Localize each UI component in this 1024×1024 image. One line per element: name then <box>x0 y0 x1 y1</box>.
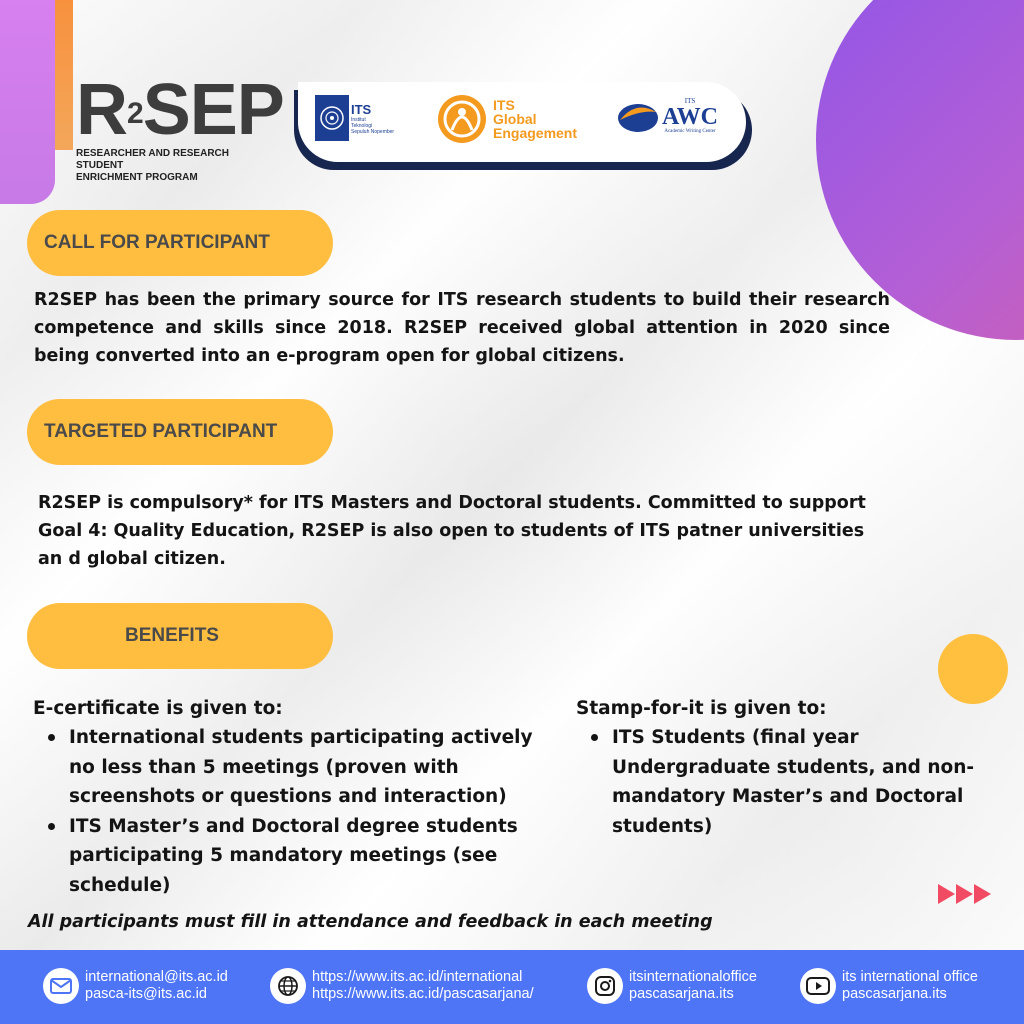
decorative-purple-bar <box>0 0 55 204</box>
footer-instagram-line2[interactable]: pascasarjana.its <box>629 986 734 1002</box>
benefits-heading: BENEFITS <box>27 603 333 669</box>
brand-title: $R^2SEP$ <box>76 70 284 150</box>
decorative-yellow-dot <box>938 634 1008 704</box>
youtube-icon <box>800 968 836 1004</box>
awc-emblem-icon <box>616 96 660 136</box>
footer-instagram-line1[interactable]: itsinternationaloffice <box>629 969 757 985</box>
targeted-participant-heading: TARGETED PARTICIPANT <box>27 399 333 465</box>
targeted-participant-body: R2SEP is compulsory* for ITS Masters and Doctoral students. Committed to support Goal 4: Quality Education, R2SEP is also open to students of ITS patner universities an d global citizen. <box>38 493 866 569</box>
its-emblem-icon <box>315 95 349 141</box>
footer-youtube[interactable] <box>800 968 978 1004</box>
brand-subtitle: RESEARCHER AND RESEARCH STUDENT ENRICHMENT PROGRAM <box>76 148 229 183</box>
its-logo <box>315 95 403 141</box>
mail-icon <box>43 968 79 1004</box>
decorative-orange-bar <box>55 0 73 150</box>
footer-instagram[interactable] <box>587 968 757 1004</box>
global-engagement-logo <box>437 94 577 144</box>
footer-youtube-line1[interactable]: its international office <box>842 969 978 985</box>
ecert-item-international: International students participating actively no less than 5 meetings (proven with screenshots or questions and interaction) <box>33 723 553 812</box>
stamp-title: Stamp-for-it is given to: <box>576 698 827 719</box>
ecert-title: E-certificate is given to: <box>33 698 283 719</box>
contact-footer <box>0 950 1024 1024</box>
awc-logo <box>616 96 718 136</box>
instagram-icon <box>587 968 623 1004</box>
footer-email-line2[interactable]: pasca-its@its.ac.id <box>85 986 207 1002</box>
footer-youtube-line2[interactable]: pascasarjana.its <box>842 986 947 1002</box>
footer-web-line1[interactable]: https://www.its.ac.id/international <box>312 969 523 985</box>
its-name: ITS <box>351 101 372 117</box>
global-engagement-emblem-icon <box>437 94 487 144</box>
ecert-list <box>33 723 553 900</box>
attendance-note: All participants must fill in attendance and feedback in each meeting <box>28 912 713 932</box>
stamp-item-its-students: ITS Students (final year Undergraduate students, and non-mandatory Master’s and Doctoral students) <box>576 723 996 841</box>
global-engagement-text: ITS Global Engagement <box>493 97 578 141</box>
call-for-participant-body: R2SEP has been the primary source for ITS research students to build their research competence and skills since 2018. R2SEP received global attention in 2020 since being converted into an e-program open for global citizens. <box>34 290 890 366</box>
brand-logo <box>76 70 284 184</box>
stamp-list <box>576 723 996 841</box>
awc-text: ITS AWC Academic Writing Center <box>662 96 719 134</box>
footer-web-line2[interactable]: https://www.its.ac.id/pascasarjana/ <box>312 986 534 1002</box>
footer-website[interactable] <box>270 968 534 1004</box>
footer-email-line1[interactable]: international@its.ac.id <box>85 969 228 985</box>
arrow-decoration-icon <box>938 884 992 904</box>
call-for-participant-heading: CALL FOR PARTICIPANT <box>27 210 333 276</box>
footer-email[interactable] <box>43 968 228 1004</box>
its-tagline: Institut Teknologi Sepuluh Nopember <box>351 116 395 135</box>
globe-icon <box>270 968 306 1004</box>
ecert-item-its-master-doctoral: ITS Master’s and Doctoral degree students participating 5 mandatory meetings (see schedule) <box>33 812 553 901</box>
